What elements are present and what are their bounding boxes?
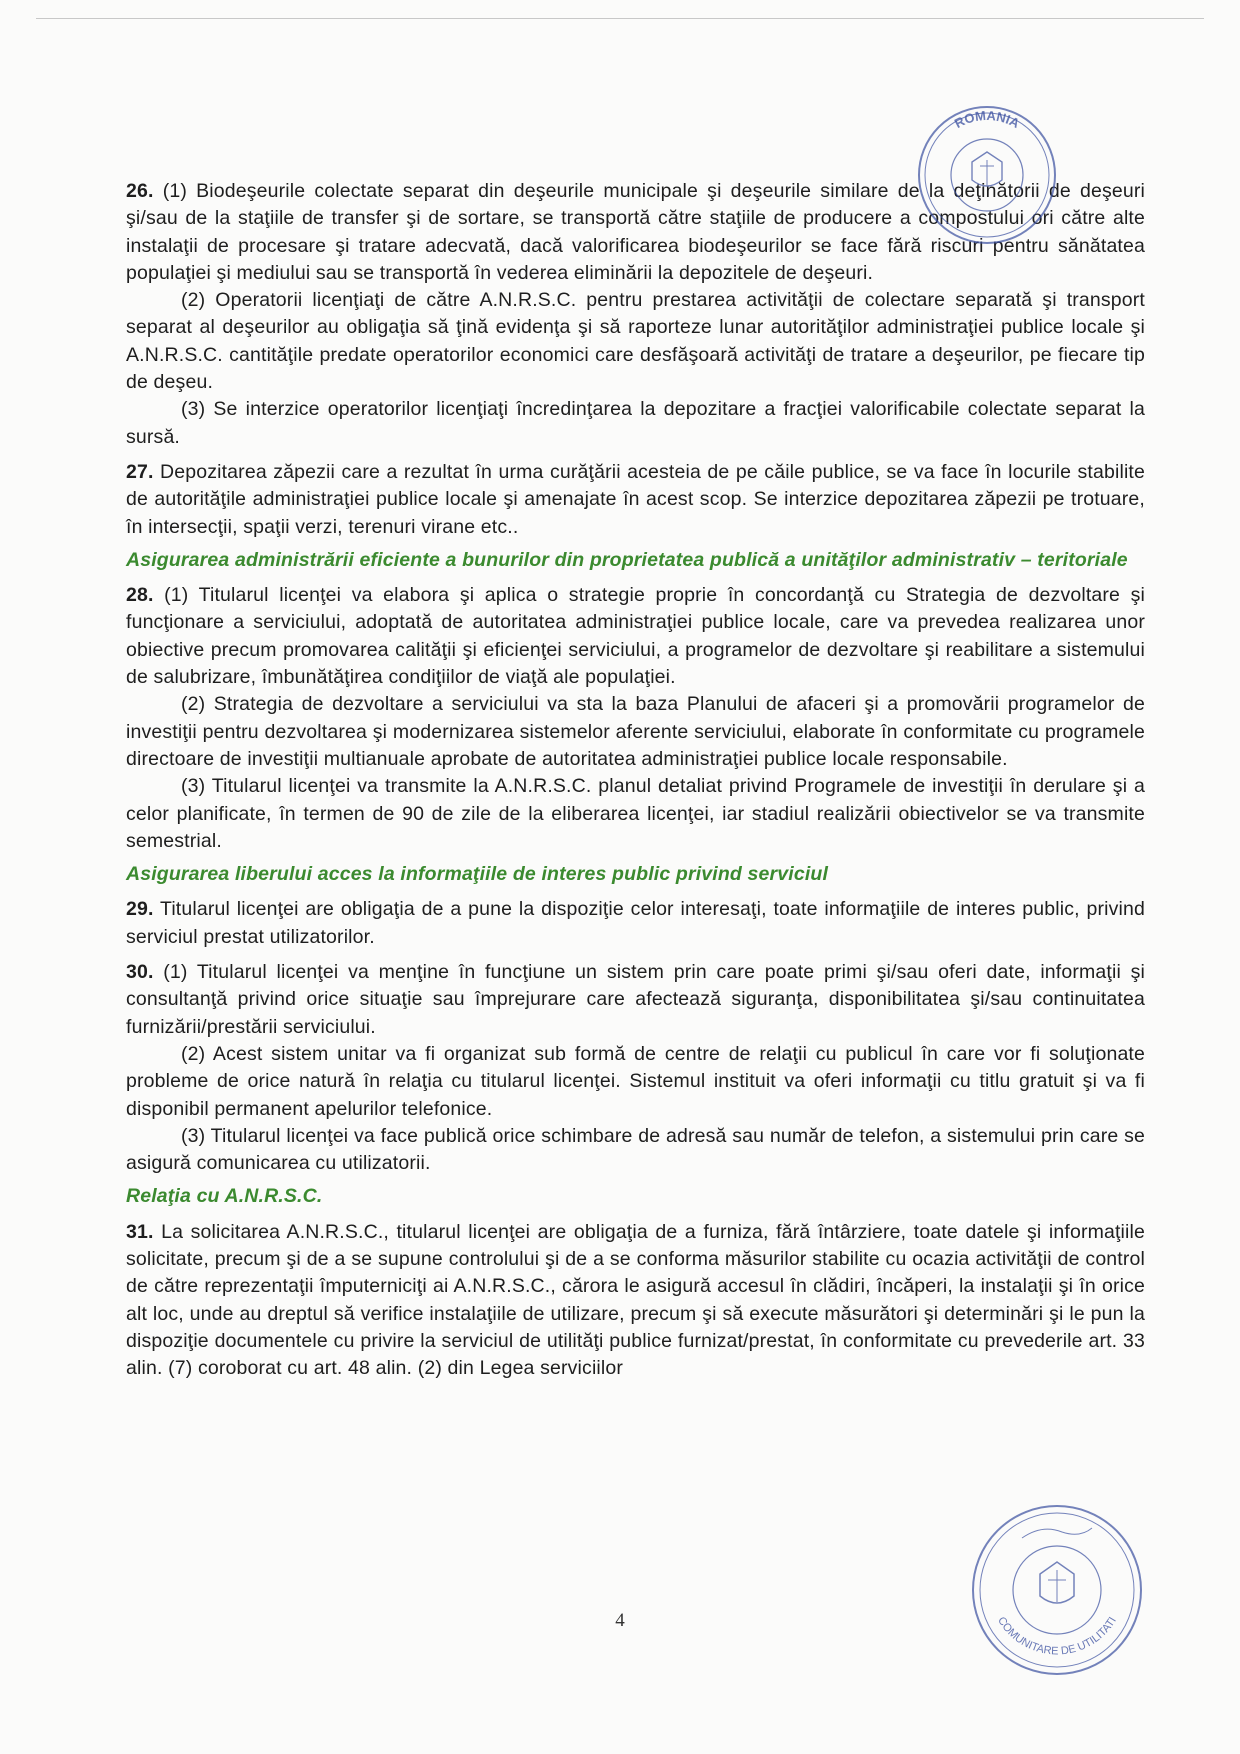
article-30-para-2: (2) Acest sistem unitar va fi organizat sub formă de centre de relaţii cu publicul în care vor fi soluţionate probleme de orice natură în relaţia cu titularul licenţei. Sistemul instituit va oferi informaţii cu titlu gratuit şi va fi disponibil permanent apelurilor telefonice.: [126, 1042, 1145, 1120]
article-28-para-3: (3) Titularul licenţei va transmite la A.N.R.S.C. planul detaliat privind Programele de investiţii în derulare şi a celor planificate, în termen de 90 de zile de la eliberarea licenţei, iar stadiul realizării obiectivelor se va transmite semestrial.: [126, 775, 1145, 852]
article-28-para-2: (2) Strategia de dezvoltare a serviciului va sta la baza Planului de afaceri şi a promovării programelor de investiţii pentru dezvoltarea şi modernizarea sistemelor aferente serviciului, elaborate în conformitate cu programele directoare de investiţii multianuale aprobate de autoritatea administraţiei publice locale responsabile.: [126, 693, 1145, 770]
official-stamp-top-icon: [912, 100, 1062, 250]
article-29: 29. Titularul licenţei are obligaţia de a pune la dispoziţie celor interesaţi, toate informaţiile de interes public, privind serviciul prestat utilizatorilor.: [126, 898, 1145, 948]
article-26-para-3: (3) Se interzice operatorilor licenţiaţi încredinţarea la depozitare a fracţiei valorificabile colectate separat la sursă.: [126, 398, 1145, 448]
article-26: 26. (1) Biodeşeurile colectate separat din deşeurile municipale şi deşeurile similare de la deţinătorii de deşeuri şi/sau de la staţiile de transfer şi de sortare, se transportă către staţiile de producere a compostului ori către alte instalaţii de procesare şi tratare adecvată, dacă valorificarea biodeşeurilor se face fără riscuri pentru sănătatea populaţiei şi mediului sau se transportă în vederea eliminării la depozitele de deşeuri.: [126, 180, 1145, 284]
document-body: [126, 170, 1145, 1382]
section-heading-acces-informatii: Asigurarea liberului acces la informaţiile de interes public privind serviciul: [126, 863, 829, 886]
stamp-bottom-text: COMUNITARE DE UTILITATI: [995, 1614, 1119, 1658]
official-stamp-bottom-icon: [962, 1498, 1152, 1683]
article-30-para-3: (3) Titularul licenţei va face publică orice schimbare de adresă sau număr de telefon, a sistemului prin care se asigură comunicarea cu utilizatorii.: [126, 1124, 1145, 1175]
page-number: 4: [615, 1610, 625, 1631]
stamp-top-text: ROMANIA: [951, 107, 1023, 132]
article-27: 27. Depozitarea zăpezii care a rezultat în urma curăţării acesteia de pe căile publice, se va face în locurile stabilite de autorităţile administraţiei publice locale şi amenajate în acest scop. Se interzice depozitarea zăpezii pe trotuare, în intersecţii, spaţii verzi, terenuri virane etc..: [126, 460, 1145, 538]
section-heading-administrare: Asigurarea administrării eficiente a bunurilor din proprietatea publică a unităţilor administrativ – teritoriale: [126, 548, 1128, 571]
article-28: 28. (1) Titularul licenţei va elabora şi aplica o strategie proprie în concordanţă cu Strategia de dezvoltare şi funcţionare a serviciului, adoptată de autoritatea administraţiei publice locale, care va prevedea realizarea unor obiective precum promovarea calităţii şi eficienţei serviciului, a programelor de dezvoltare şi reabilitare a sistemului de salubrizare, îmbunătăţirea condiţiilor de viaţă ale populaţiei.: [126, 584, 1145, 689]
article-26-para-2: (2) Operatorii licenţiaţi de către A.N.R.S.C. pentru prestarea activităţii de colectare separată şi transport separat al deşeurilor au obligaţia să ţină evidenţa şi să raporteze lunar autorităţilor administraţiei publice locale şi A.N.R.S.C. cantităţile predate operatorilor economici care desfăşoară activităţi de tratare a deşeurilor, pe fiecare tip de deşeu.: [126, 289, 1145, 394]
section-heading-relatia-anrsc: Relaţia cu A.N.R.S.C.: [126, 1185, 323, 1208]
article-31: 31. La solicitarea A.N.R.S.C., titularul licenţei are obligaţia de a furniza, fără întârziere, toate datele şi informaţiile solicitate, precum şi de a se supune controlului şi de a se conforma măsurilor stabilite cu ocazia activităţii de control de către reprezentaţii împuterniciţi ai A.N.R.S.C., cărora le asigură accesul în clădiri, încăperi, la instalaţii şi în orice alt loc, unde au dreptul să verifice instalaţiile de utilizare, precum şi să execute măsurători şi determinări şi le pun la dispoziţie documentele cu privire la serviciul de utilităţi publice furnizat/prestat, în conformitate cu prevederile art. 33 alin. (7) coroborat cu art. 48 alin. (2) din Legea serviciilor: [126, 1220, 1145, 1380]
top-scan-edge: [36, 18, 1204, 19]
article-30: 30. (1) Titularul licenţei va menţine în funcţiune un sistem prin care poate primi şi/sau oferi date, informaţii şi consultanţă privind orice situaţie sau împrejurare care afectează siguranţa, disponibilitatea şi/sau continuitatea furnizării/prestării serviciului.: [126, 961, 1145, 1038]
svg-text:COMUNITARE DE UTILITATI: [995, 1615, 1119, 1658]
